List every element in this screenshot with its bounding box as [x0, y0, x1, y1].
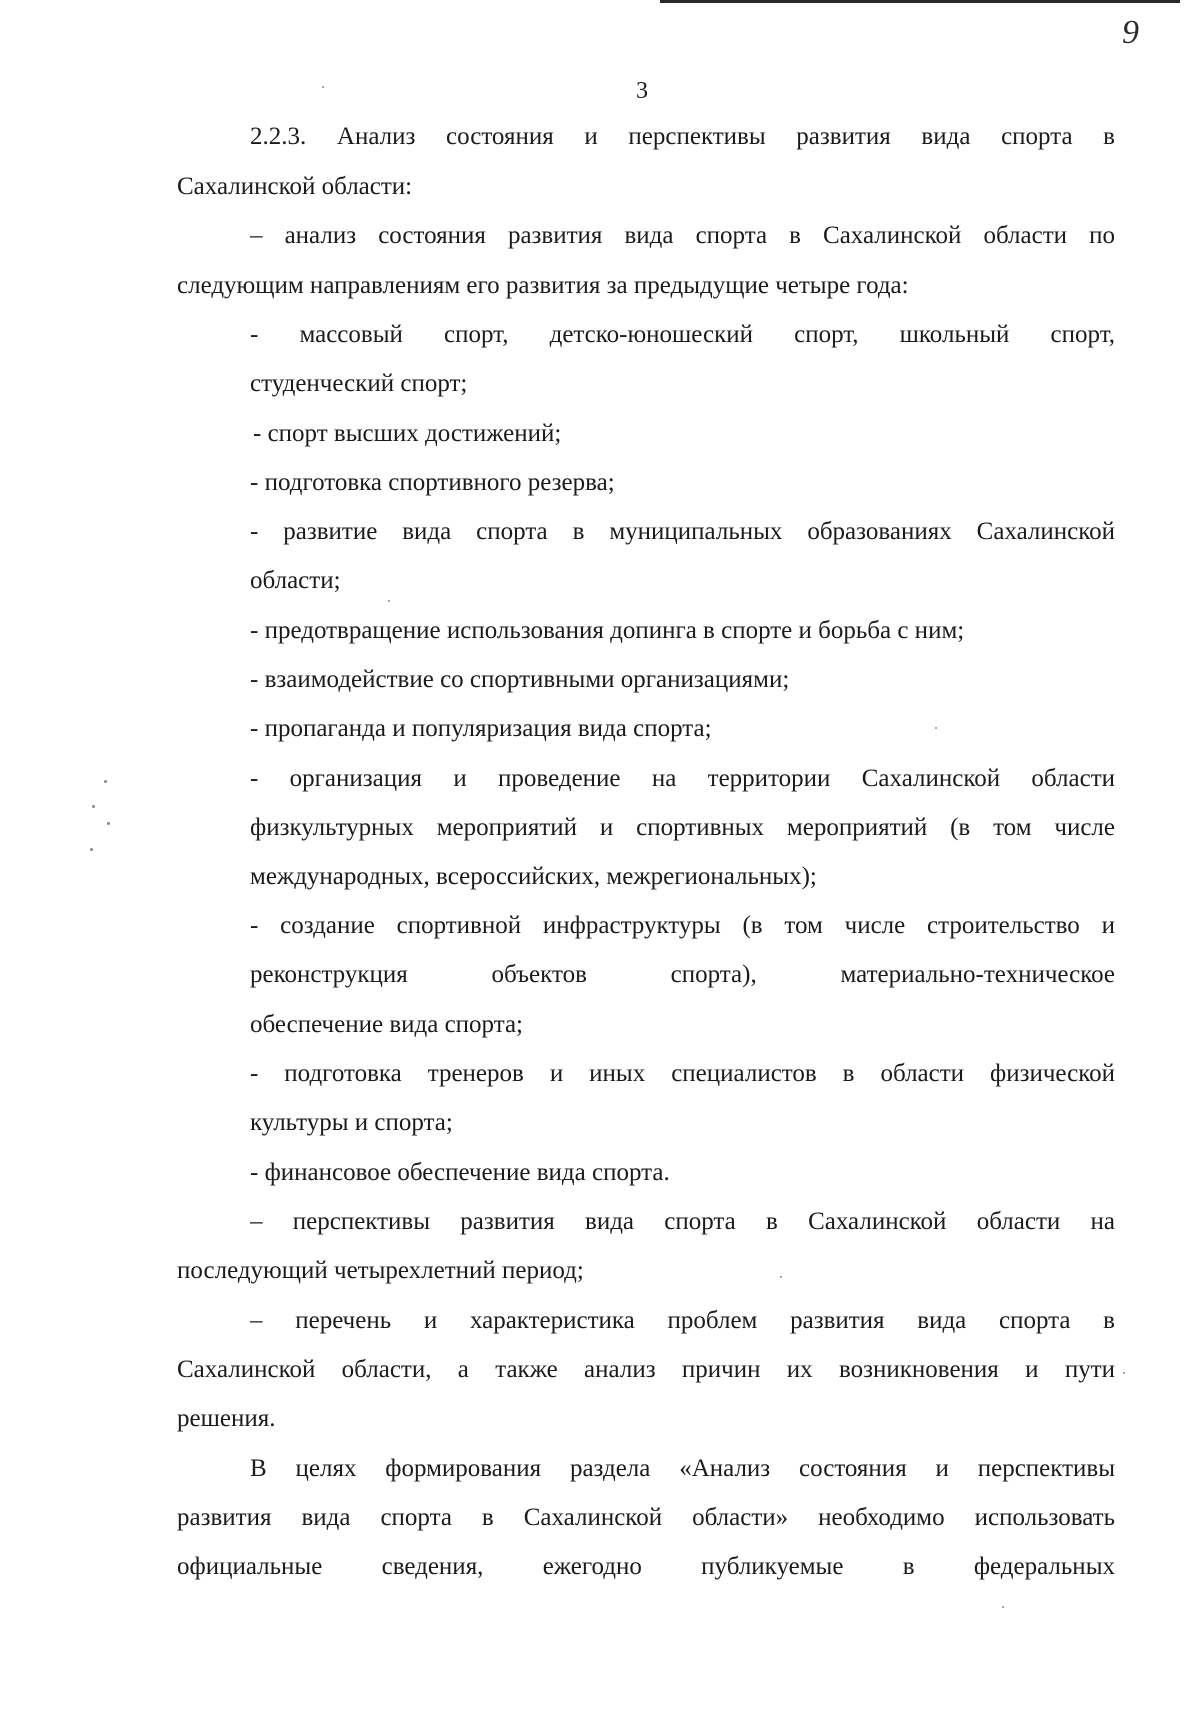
text-line: развития вида спорта в Сахалинской области» необходимо использовать — [177, 1504, 1115, 1531]
text-line: реконструкция объектов спорта), материально-техническое — [250, 961, 1115, 988]
page-number: 3 — [636, 78, 648, 104]
text-line: - организация и проведение на территории Сахалинской области — [250, 765, 1115, 792]
scan-speck — [107, 822, 110, 825]
text-line: - создание спортивной инфраструктуры (в том числе строительство и — [250, 912, 1115, 939]
text-line: - массовый спорт, детско-юношеский спорт, школьный спорт, — [250, 321, 1115, 348]
text-line: культуры и спорта; — [250, 1109, 453, 1136]
text-line: - взаимодействие со спортивными организациями; — [250, 666, 790, 693]
scan-speck — [92, 805, 95, 808]
scan-speck — [104, 780, 107, 783]
scan-speck — [1123, 1372, 1125, 1374]
text-line: Сахалинской области, а также анализ причин их возникновения и пути — [177, 1356, 1115, 1383]
top-border-line — [660, 0, 1180, 3]
text-line: последующий четырехлетний период; — [177, 1257, 584, 1284]
text-line: решения. — [177, 1405, 276, 1432]
text-line: официальные сведения, ежегодно публикуемые в федеральных — [177, 1553, 1115, 1580]
scan-speck — [780, 1276, 782, 1278]
text-line: – перспективы развития вида спорта в Сахалинской области на — [250, 1208, 1115, 1235]
scan-speck — [322, 86, 324, 88]
text-line: - предотвращение использования допинга в спорте и борьба с ним; — [250, 617, 965, 644]
text-line: – анализ состояния развития вида спорта в Сахалинской области по — [250, 222, 1115, 249]
text-line: 2.2.3. Анализ состояния и перспективы развития вида спорта в — [250, 123, 1115, 150]
scan-speck — [1002, 1606, 1004, 1608]
text-line: - подготовка спортивного резерва; — [250, 469, 615, 496]
text-line: физкультурных мероприятий и спортивных мероприятий (в том числе — [250, 814, 1115, 841]
text-line: следующим направлениям его развития за предыдущие четыре года: — [177, 272, 909, 299]
text-line: области; — [250, 567, 341, 594]
text-line: – перечень и характеристика проблем развития вида спорта в — [250, 1307, 1115, 1334]
text-line: - пропаганда и популяризация вида спорта; — [250, 715, 712, 742]
text-line: международных, всероссийских, межрегиональных); — [250, 863, 817, 890]
text-line: обеспечение вида спорта; — [250, 1011, 523, 1038]
text-line: - финансовое обеспечение вида спорта. — [250, 1159, 670, 1186]
handwritten-page-number: 9 — [1122, 14, 1139, 51]
text-line: Сахалинской области: — [177, 173, 413, 200]
scan-speck — [935, 727, 937, 729]
text-line: студенческий спорт; — [250, 370, 468, 397]
text-line: - спорт высших достижений; — [253, 420, 562, 447]
text-line: - развитие вида спорта в муниципальных образованиях Сахалинской — [250, 518, 1115, 545]
text-line: В целях формирования раздела «Анализ состояния и перспективы — [250, 1455, 1115, 1482]
text-line: - подготовка тренеров и иных специалистов в области физической — [250, 1060, 1115, 1087]
scan-speck — [90, 848, 93, 851]
scan-speck — [388, 600, 390, 602]
